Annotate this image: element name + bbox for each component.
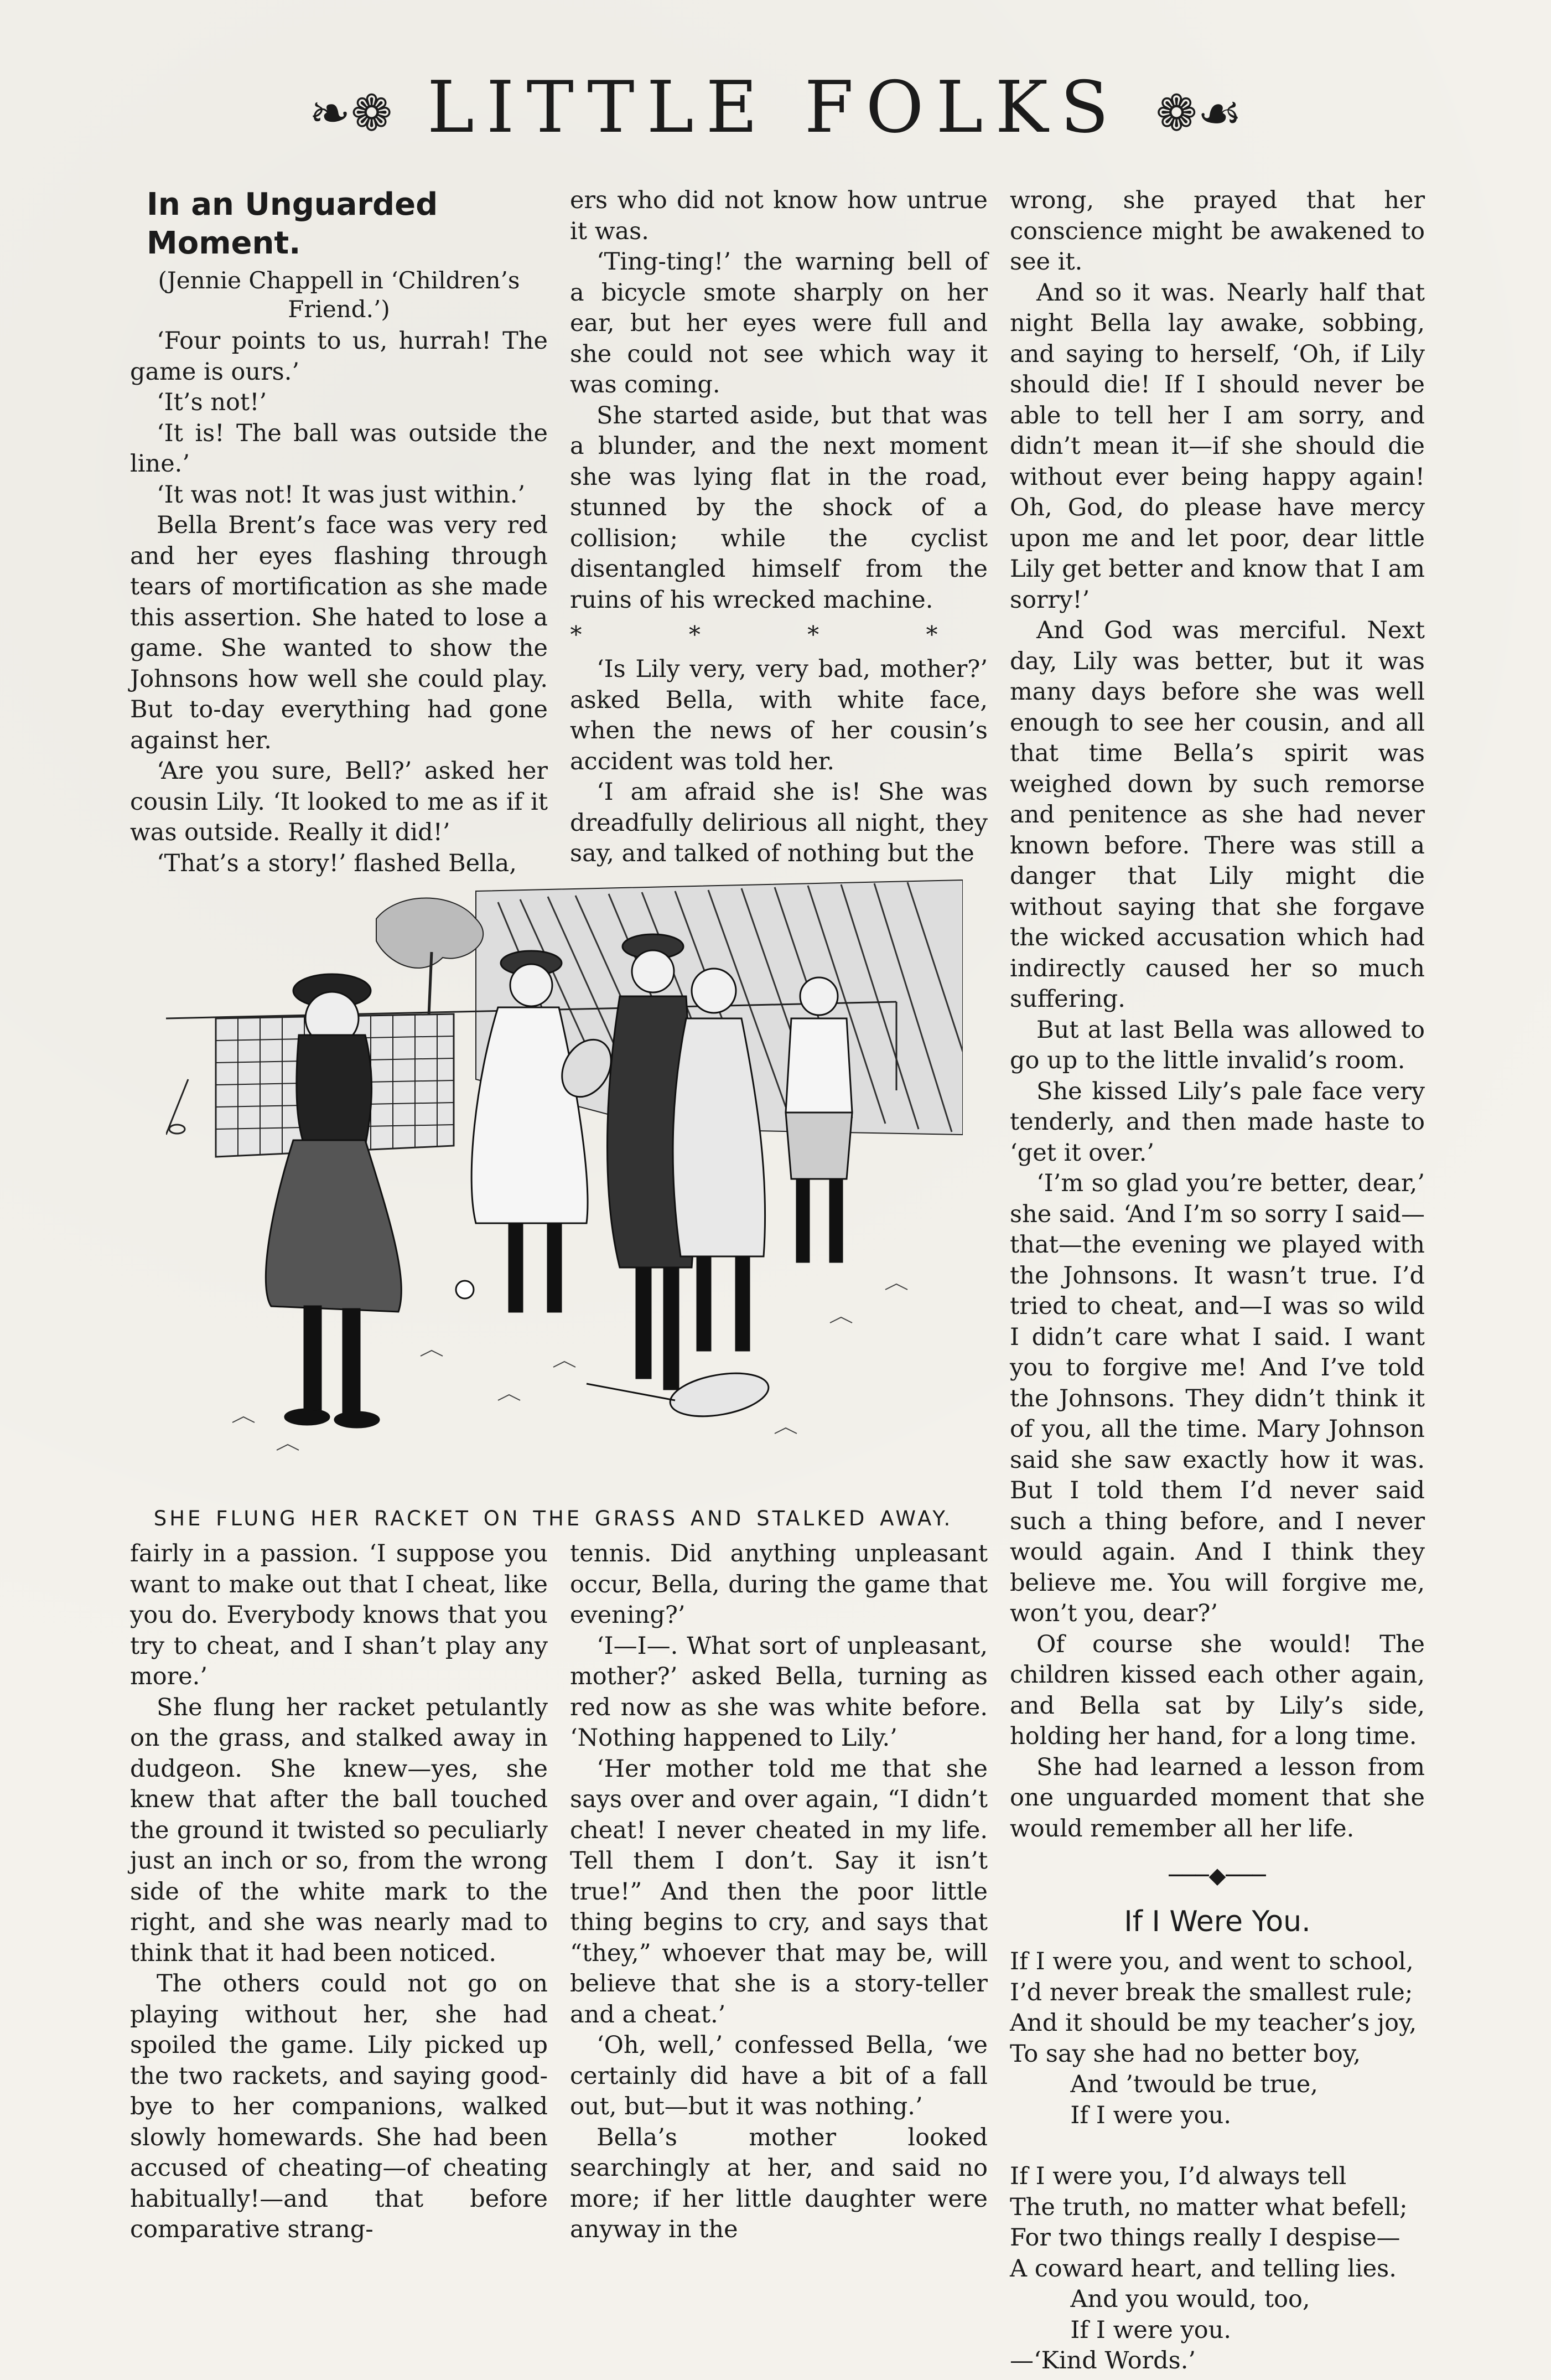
- poem-title: If I Were You.: [1124, 1905, 1311, 1938]
- poem-line: To say she had no better boy,: [1010, 2040, 1361, 2068]
- poem-line: And you would, too,: [1010, 2285, 1310, 2313]
- paragraph: ‘Ting-ting!’ the warning bell of a bicycle smote sharply on her ear, but her eyes were full and she could not see which way it was coming.: [570, 248, 988, 399]
- paragraph: ers who did not know how untrue it was.: [570, 187, 988, 245]
- paragraph: ‘It is! The ball was outside the line.’: [130, 419, 548, 478]
- paragraph: ‘Four points to us, hurrah! The game is ours.’: [130, 327, 548, 386]
- paragraph: ‘It’s not!’: [157, 389, 267, 416]
- poem-line: A coward heart, and telling lies.: [1010, 2254, 1397, 2283]
- paragraph: ‘I—I—. What sort of unpleasant, mother?’ asked Bella, turning as red now as she was white before. ‘Nothing happened to Lily.’: [570, 1632, 988, 1752]
- tennis-illustration: [166, 869, 963, 1489]
- poem-line: I’d never break the smallest rule;: [1010, 1978, 1413, 2006]
- left-ornament-icon: ❧❁: [309, 84, 393, 143]
- poem-source: —‘Kind Words.’: [1010, 2347, 1196, 2374]
- paragraph: tennis. Did anything unpleasant occur, Bella, during the game that evening?’: [570, 1540, 988, 1629]
- paragraph: ‘Is Lily very, very bad, mother?’ asked Bella, with white face, when the news of her cousin’s accident was told her.: [570, 655, 988, 775]
- poem-line: If I were you, and went to school,: [1010, 1948, 1414, 1975]
- paragraph: ‘Her mother told me that she says over and over again, “I didn’t cheat! I never cheated in my life. Tell them I don’t. Say it isn’t true!” And then the poor little thing begins to cry, and says that “they,” whoever that may be, will believe that she is a story-teller and a cheat.’: [570, 1755, 988, 2029]
- paragraph: She had learned a lesson from one unguarded moment that she would remember all her life.: [1010, 1753, 1425, 1843]
- stanza-gap: [1010, 2131, 1425, 2161]
- section-break-stars: * * * *: [570, 621, 988, 648]
- racket-on-grass: [456, 1281, 772, 1423]
- poem-line: If I were you, I’d always tell: [1010, 2162, 1347, 2190]
- paragraph: Of course she would! The children kissed each other again, and Bella sat by Lily’s side, holding her hand, for a long time.: [1010, 1630, 1425, 1750]
- paragraph: ‘Are you sure, Bell?’ asked her cousin Lily. ‘It looked to me as if it was outside. Really it did!’: [130, 757, 548, 846]
- divider-ornament-icon: ───◆───: [1169, 1863, 1266, 1889]
- poem-line: For two things really I despise—: [1010, 2224, 1400, 2252]
- column-1-bottom: [130, 1539, 548, 2246]
- story-title: In an Unguarded Moment.: [147, 187, 438, 261]
- paragraph: The others could not go on playing without her, she had spoiled the game. Lily picked up the two rackets, and saying good-bye to her companions, walked slowly homewards. She had been accused of cheating—of cheating habitually!—and that before comparative strang-: [130, 1970, 548, 2243]
- paragraph: ‘It was not! It was just within.’: [157, 480, 526, 509]
- paragraph: ‘I’m so glad you’re better, dear,’ she said. ‘And I’m so sorry I said—that—the evening we played with the Johnsons. It wasn’t true. I’d tried to cheat, and—I was so wild I didn’t care what I said. I want you to forgive me! And I’ve told the Johnsons. They didn’t think it of you, all the time. Mary Johnson said she saw exactly how it was. But I told them I’d never said such a thing before, and I never would again. And I think they believe me. You will forgive me, won’t you, dear?’: [1010, 1170, 1425, 1627]
- column-2-top: [570, 185, 988, 870]
- column-2-bottom: [570, 1539, 988, 2246]
- paragraph: wrong, she prayed that her conscience might be awakened to see it.: [1010, 187, 1425, 276]
- paragraph: But at last Bella was allowed to go up to the little invalid’s room.: [1010, 1016, 1425, 1074]
- paragraph: ‘That’s a story!’ flashed Bella,: [157, 849, 517, 877]
- poem-line: And ’twould be true,: [1010, 2071, 1318, 2098]
- paragraph: She flung her racket petulantly on the grass, and stalked away in dudgeon. She knew—yes, she knew that after the ball touched the ground it twisted so peculiarly just an inch or so, from the wrong side of the white mark to the right, and she was nearly mad to think that it had been noticed.: [130, 1693, 548, 1967]
- poem-line: And it should be my teacher’s joy,: [1010, 2009, 1417, 2037]
- poem-line: The truth, no matter what befell;: [1010, 2193, 1408, 2221]
- paragraph: ‘Oh, well,’ confessed Bella, ‘we certainly did have a bit of a fall out, but—but it was nothing.’: [570, 2031, 988, 2120]
- boy: [786, 977, 852, 1262]
- paragraph: fairly in a passion. ‘I suppose you want to make out that I cheat, like you do. Everybody knows that you try to cheat, and I shan’t play any more.’: [130, 1540, 548, 1690]
- paragraph: Bella’s mother looked searchingly at her, and said no more; if her little daughter were anyway in the: [570, 2123, 988, 2243]
- column-1-top: [130, 185, 548, 879]
- paragraph: She started aside, but that was a blunder, and the next moment she was lying flat in the road, stunned by the shock of a collision; while the cyclist disentangled himself from the ruins of his wrecked machine.: [570, 401, 988, 614]
- illustration-caption: SHE FLUNG HER RACKET ON THE GRASS AND STALKED AWAY.: [153, 1507, 953, 1530]
- poem-line: If I were you.: [1010, 2101, 1232, 2129]
- paragraph: And so it was. Nearly half that night Bella lay awake, sobbing, and saying to herself, ‘Oh, if Lily should die! If I should never be able to tell her I am sorry, and didn’t mean it—if she should die without ever being happy again! Oh, God, do please have mercy upon me and let poor, dear little Lily get better and know that I am sorry!’: [1010, 278, 1425, 614]
- paragraph: And God was merciful. Next day, Lily was better, but it was many days before she was well enough to see her cousin, and all that time Bella’s spirit was weighed down by such remorse and penitence as she had never known before. There was still a danger that Lily might die without saying that she forgave the wicked accusation which had indirectly caused her so much suffering.: [1010, 617, 1425, 1013]
- paragraph: She kissed Lily’s pale face very tenderly, and then made haste to ‘get it over.’: [1010, 1077, 1425, 1167]
- poem: [1010, 1947, 1425, 2377]
- right-ornament-icon: ❁☙: [1155, 84, 1242, 143]
- masthead: [0, 66, 1551, 149]
- paragraph: Bella Brent’s face was very red and her eyes flashing through tears of mortification as she made this assertion. She hated to lose a game. She wanted to show the Johnsons how well she could play. But to-day everything had gone against her.: [130, 511, 548, 754]
- poem-line: If I were you.: [1010, 2316, 1232, 2344]
- story-byline: (Jennie Chappell in ‘Children’s Friend.’): [158, 267, 520, 323]
- column-3: [1010, 185, 1425, 2377]
- masthead-title: LITTLE FOLKS: [427, 66, 1121, 149]
- paragraph: ‘I am afraid she is! She was dreadfully delirious all night, they say, and talked of nothing but the: [570, 778, 988, 867]
